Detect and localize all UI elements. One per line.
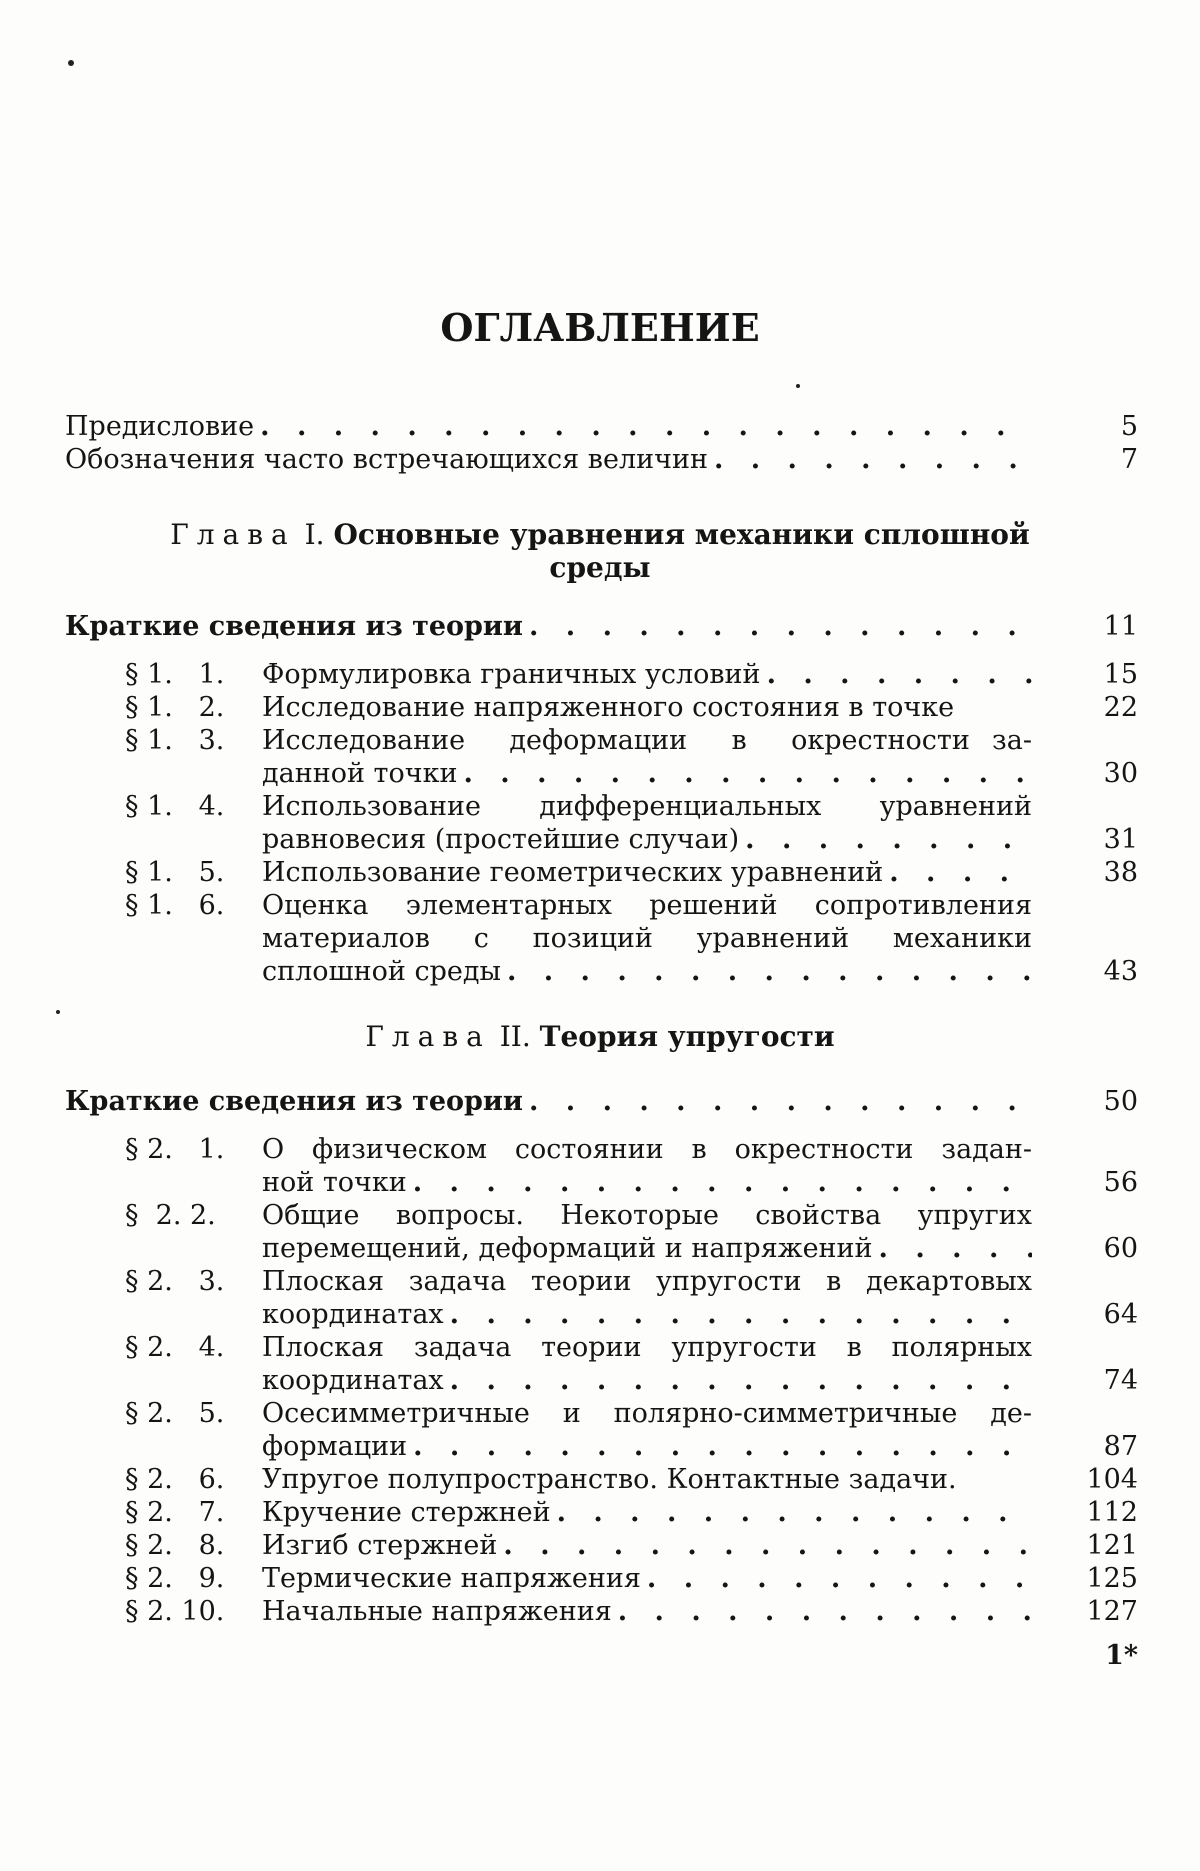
section-title-continued: материалов с позиций уравнений механики	[262, 923, 1032, 954]
section-title: Изгиб стержней	[262, 1530, 498, 1561]
toc-section-entry[interactable]	[262, 1133, 1032, 1199]
toc-section-entry[interactable]	[262, 889, 1032, 988]
toc-page-number: 104	[1086, 1464, 1138, 1495]
section-number: § 2. 3.	[125, 1266, 225, 1297]
section-title: Осесимметричные и полярно-симметричные де-	[262, 1398, 1032, 1429]
toc-page-number: 11	[1103, 611, 1138, 642]
section-title: Термические напряжения	[262, 1563, 641, 1594]
scan-speck	[796, 384, 800, 388]
section-title: Формулировка граничных условий	[262, 659, 761, 690]
section-title: Плоская задача теории упругости в декартовых	[262, 1266, 1032, 1297]
toc-section-entry[interactable]	[262, 856, 1032, 889]
toc-entry-label: Обозначения часто встречающихся величин	[65, 444, 708, 475]
toc-section-entry[interactable]	[262, 691, 1032, 724]
toc-section-entry[interactable]	[262, 1331, 1032, 1397]
section-number: § 1. 1.	[125, 659, 225, 690]
section-number: § 1. 3.	[125, 725, 225, 756]
toc-entry-label: Краткие сведения из теории	[65, 1086, 523, 1117]
toc-section-entry[interactable]	[262, 1496, 1032, 1529]
section-title-continued: координатах	[262, 1365, 444, 1396]
dot-leader	[450, 1298, 1032, 1331]
chapter-title-continued: среды	[549, 551, 651, 584]
section-title-continued: координатах	[262, 1299, 444, 1330]
section-title-continued: равновесия (простейшие случаи)	[262, 824, 740, 855]
scan-speck	[68, 60, 74, 66]
toc-page-number: 43	[1103, 956, 1138, 987]
chapter-title: Теория упругости	[539, 1020, 835, 1053]
toc-page-number: 87	[1103, 1431, 1138, 1462]
dot-leader	[879, 1232, 1032, 1265]
toc-entry-summary[interactable]	[65, 610, 1035, 643]
toc-page-number: 31	[1103, 824, 1138, 855]
toc-page-number: 30	[1103, 758, 1138, 789]
dot-leader	[507, 955, 1032, 988]
section-title: Исследование напряженного состояния в точке	[262, 692, 955, 723]
section-title: Использование геометрических уравнений	[262, 857, 884, 888]
section-title: Оценка элементарных решений сопротивления	[262, 890, 1032, 921]
dot-leader	[260, 410, 1035, 443]
section-title-continued: формации	[262, 1431, 408, 1462]
toc-section-entry[interactable]	[262, 1265, 1032, 1331]
toc-page-number: 127	[1086, 1596, 1138, 1627]
section-number: § 2. 4.	[125, 1332, 225, 1363]
toc-page-number: 50	[1103, 1086, 1138, 1117]
section-number: § 2. 2.	[125, 1200, 216, 1231]
toc-page-number: 7	[1120, 444, 1138, 475]
toc-section-entry[interactable]	[262, 1595, 1032, 1628]
section-number: § 2. 6.	[125, 1464, 225, 1495]
toc-page-number: 15	[1103, 659, 1138, 690]
scan-speck	[56, 1010, 60, 1014]
dot-leader	[463, 757, 1032, 790]
section-title-continued: ной точки	[262, 1167, 407, 1198]
toc-page-number: 38	[1103, 857, 1138, 888]
dot-leader	[503, 1529, 1032, 1562]
toc-section-entry[interactable]	[262, 724, 1032, 790]
toc-entry-summary[interactable]	[65, 1085, 1035, 1118]
section-number: § 2. 7.	[125, 1497, 225, 1528]
toc-entry-label: Краткие сведения из теории	[65, 611, 523, 642]
section-number: § 1. 2.	[125, 692, 225, 723]
toc-page-number: 112	[1086, 1497, 1138, 1528]
toc-page-number: 22	[1103, 692, 1138, 723]
chapter-number: II.	[499, 1020, 531, 1053]
page-title: ОГЛАВЛЕНИЕ	[440, 305, 760, 350]
section-number: § 2. 1.	[125, 1134, 225, 1165]
section-number: § 1. 5.	[125, 857, 225, 888]
dot-leader	[450, 1364, 1032, 1397]
dot-leader	[529, 1085, 1035, 1118]
toc-section-entry[interactable]	[262, 1199, 1032, 1265]
toc-page-number: 5	[1120, 411, 1138, 442]
section-title: Упругое полупространство. Контактные задачи.	[262, 1464, 957, 1495]
chapter-heading	[150, 1020, 1050, 1053]
section-title: Общие вопросы. Некоторые свойства упругих	[262, 1200, 1032, 1231]
chapter-number: I.	[304, 518, 325, 551]
toc-section-entry[interactable]	[262, 1529, 1032, 1562]
section-title-continued: сплошной среды	[262, 956, 501, 987]
chapter-word: Глава	[365, 1020, 491, 1053]
toc-section-entry[interactable]	[262, 1463, 1032, 1496]
toc-entry-preface[interactable]	[65, 410, 1035, 443]
section-number: § 1. 6.	[125, 890, 225, 921]
dot-leader	[413, 1166, 1032, 1199]
section-title: Кручение стержней	[262, 1497, 551, 1528]
toc-page-number: 64	[1103, 1299, 1138, 1330]
chapter-heading	[150, 518, 1050, 584]
section-number: § 2. 5.	[125, 1398, 225, 1429]
section-title: Плоская задача теории упругости в полярных	[262, 1332, 1032, 1363]
dot-leader	[714, 443, 1035, 476]
section-title: Использование дифференциальных уравнений	[262, 791, 1032, 822]
section-number: § 2. 8.	[125, 1530, 225, 1561]
toc-section-entry[interactable]	[262, 658, 1032, 691]
section-number: § 2. 10.	[125, 1596, 225, 1627]
section-title: Исследование деформации в окрестности за-	[262, 725, 1032, 756]
dot-leader	[889, 856, 1032, 889]
section-title-continued: данной точки	[262, 758, 458, 789]
dot-leader	[529, 610, 1035, 643]
toc-section-entry[interactable]	[262, 1562, 1032, 1595]
dot-leader	[618, 1595, 1032, 1628]
section-title: О физическом состоянии в окрестности задан-	[262, 1134, 1032, 1165]
dot-leader	[413, 1430, 1032, 1463]
dot-leader	[767, 658, 1032, 691]
section-title: Начальные напряжения	[262, 1596, 612, 1627]
dot-leader	[557, 1496, 1032, 1529]
section-title-continued: перемещений, деформаций и напряжений	[262, 1233, 873, 1264]
toc-page-number: 56	[1103, 1167, 1138, 1198]
chapter-title: Основные уравнения механики сплошной	[333, 518, 1030, 551]
dot-leader	[745, 823, 1032, 856]
toc-page-number: 60	[1103, 1233, 1138, 1264]
toc-entry-notation[interactable]	[65, 443, 1035, 476]
chapter-word: Глава	[170, 518, 296, 551]
section-number: § 2. 9.	[125, 1563, 225, 1594]
toc-entry-label: Предисловие	[65, 411, 255, 442]
toc-page-number: 125	[1086, 1563, 1138, 1594]
section-number: § 1. 4.	[125, 791, 225, 822]
dot-leader	[647, 1562, 1032, 1595]
toc-page-number: 121	[1086, 1530, 1138, 1561]
toc-section-entry[interactable]	[262, 1397, 1032, 1463]
signature-mark: 1*	[1105, 1640, 1138, 1671]
toc-section-entry[interactable]	[262, 790, 1032, 856]
toc-page-number: 74	[1103, 1365, 1138, 1396]
